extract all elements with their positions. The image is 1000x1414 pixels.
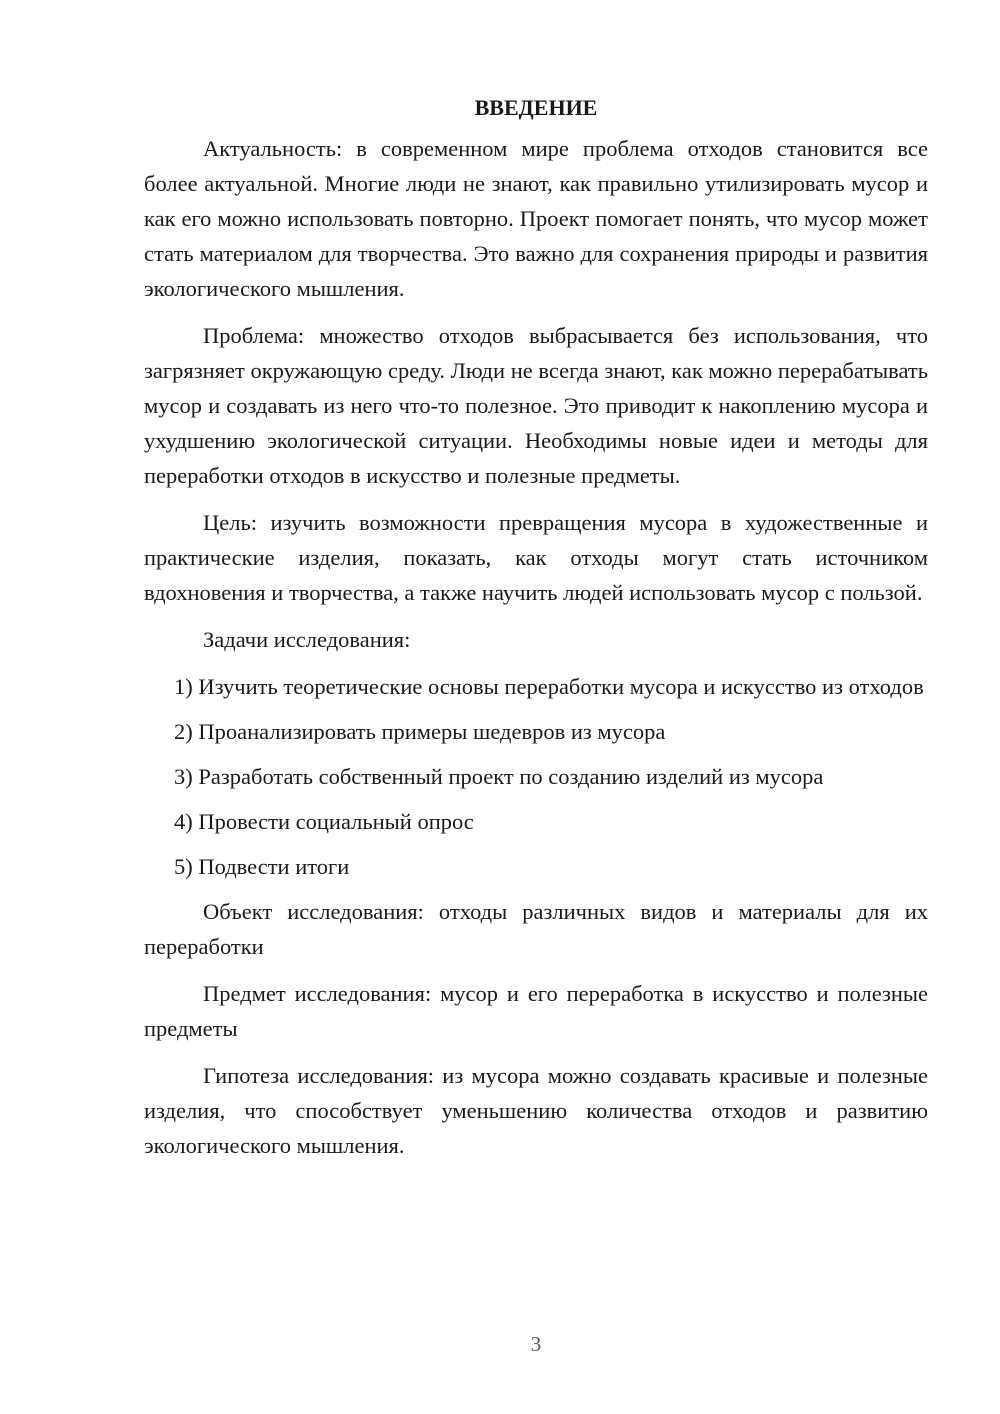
task-item-1: 1) Изучить теоретические основы переработки мусора и искусство из отходов — [174, 674, 924, 699]
task-item-3: 3) Разработать собственный проект по созданию изделий из мусора — [174, 764, 824, 789]
page-content — [144, 90, 928, 1175]
object-paragraph: Объект исследования: отходы различных видов и материалы для их переработки — [144, 899, 928, 959]
hypothesis-paragraph: Гипотеза исследования: из мусора можно создавать красивые и полезные изделия, что способствует уменьшению количества отходов и развитию экологического мышления. — [144, 1063, 928, 1158]
goal-paragraph: Цель: изучить возможности превращения мусора в художественные и практические изделия, показать, как отходы могут стать источником вдохновения и творчества, а также научить людей использовать мусор с пользой. — [144, 510, 928, 605]
subject-paragraph: Предмет исследования: мусор и его переработка в искусство и полезные предметы — [144, 981, 928, 1041]
page-number: 3 — [530, 1332, 542, 1356]
task-item-2: 2) Проанализировать примеры шедевров из мусора — [174, 719, 666, 744]
task-item-5: 5) Подвести итоги — [174, 854, 350, 879]
relevance-paragraph: Актуальность: в современном мире проблема отходов становится все более актуальной. Многие люди не знают, как правильно утилизировать мусор и как его можно использовать повторно. Проект помогает понять, что мусор может стать материалом для творчества. Это важно для сохранения природы и развития экологического мышления. — [144, 136, 928, 301]
tasks-heading: Задачи исследования: — [203, 627, 411, 652]
problem-paragraph: Проблема: множество отходов выбрасывается без использования, что загрязняет окружающую среду. Люди не всегда знают, как можно перерабатывать мусор и создавать из него что-то полезное. Это приводит к накоплению мусора и ухудшению экологической ситуации. Необходимы новые идеи и методы для переработки отходов в искусство и полезные предметы. — [144, 323, 928, 488]
task-item-4: 4) Провести социальный опрос — [174, 809, 474, 834]
section-title: ВВЕДЕНИЕ — [474, 95, 598, 120]
